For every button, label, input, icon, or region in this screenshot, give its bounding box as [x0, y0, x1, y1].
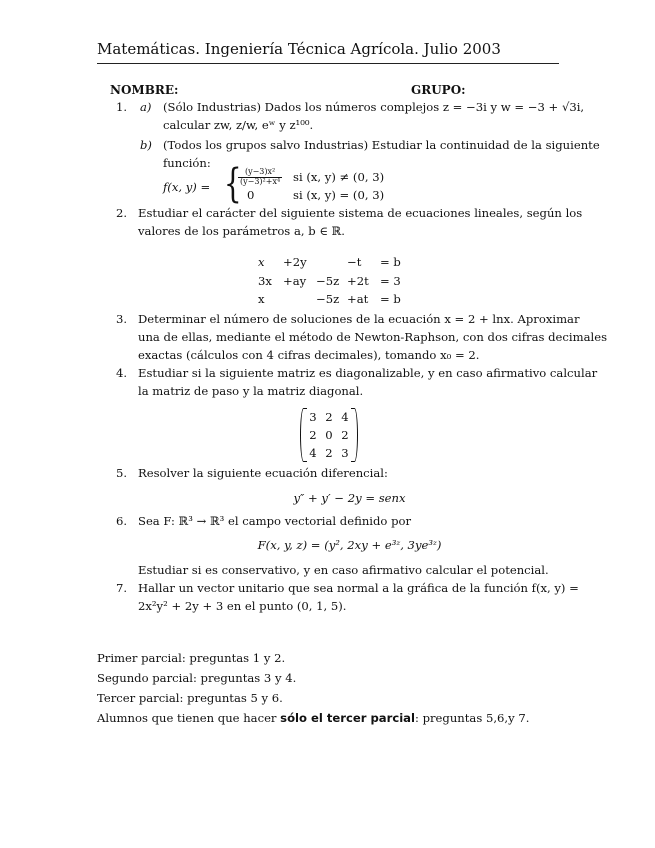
page-title: Matemáticas. Ingeniería Técnica Agrícola. Julio 2003 [97, 40, 559, 64]
matrix-cell: 2 [341, 428, 349, 442]
subpart-label: b) [140, 138, 152, 152]
problem-text: (Todos los grupos salvo Industrias) Estudiar la continuidad de la siguiente [163, 138, 600, 152]
matrix-cell: 3 [309, 410, 317, 424]
footer-line: Tercer parcial: preguntas 5 y 6. [97, 691, 283, 705]
function-value: 0 [247, 188, 255, 202]
matrix-cell: 4 [309, 446, 317, 460]
system-term: +2y [283, 255, 307, 269]
system-term: −t [347, 255, 362, 269]
fraction [238, 168, 282, 187]
problem-number: 5. [116, 466, 128, 480]
problem-text: Determinar el número de soluciones de la ecuación x = 2 + lnx. Aproximar [138, 312, 580, 326]
problem-number: 2. [116, 206, 128, 220]
matrix-cell: 2 [325, 410, 333, 424]
problem-text: Hallar un vector unitario que sea normal a la gráfica de la función f(x, y) = [138, 581, 579, 595]
problem-text: 2x²y² + 2y + 3 en el punto (0, 1, 5). [138, 599, 347, 613]
display-equation: F(x, y, z) = (y², 2xy + e³ᶻ, 3ye³ᶻ) [257, 538, 442, 552]
problem-text: calcular zw, z/w, eʷ y z¹⁰⁰. [163, 118, 314, 132]
problem-text: una de ellas, mediante el método de Newton-Raphson, con dos cifras decimales [138, 330, 608, 344]
system-term: x [258, 292, 265, 306]
problem-number: 1. [116, 100, 128, 114]
condition-text: si (x, y) ≠ (0, 3) [293, 170, 385, 184]
system-term: −5z [316, 292, 340, 306]
problem-number: 4. [116, 366, 128, 380]
function-lhs: f(x, y) = [163, 180, 211, 194]
matrix [300, 408, 358, 462]
matrix-cell: 3 [341, 446, 349, 460]
matrix-cell: 0 [325, 428, 333, 442]
system-term: = 3 [380, 274, 401, 288]
system-term: +at [347, 292, 369, 306]
fraction-denominator: (y−3)²+x⁴ [240, 176, 281, 186]
system-term: = b [380, 292, 401, 306]
problem-number: 6. [116, 514, 128, 528]
problem-text: valores de los parámetros a, b ∈ ℝ. [138, 224, 345, 238]
problem-text: la matriz de paso y la matriz diagonal. [138, 384, 364, 398]
footer-line: Primer parcial: preguntas 1 y 2. [97, 651, 286, 665]
display-equation: y″ + y′ − 2y = senx [293, 491, 406, 505]
problem-text: Estudiar el carácter del siguiente sistema de ecuaciones lineales, según los [138, 206, 583, 220]
system-term: +2t [347, 274, 369, 288]
student-labels [110, 83, 470, 99]
matrix-cell: 2 [325, 446, 333, 460]
system-term: −5z [316, 274, 340, 288]
condition-text: si (x, y) = (0, 3) [293, 188, 385, 202]
problem-text: Sea F: ℝ³ → ℝ³ el campo vectorial definido por [138, 514, 412, 528]
problem-text: Resolver la siguiente ecuación diferencial: [138, 466, 388, 480]
problem-number: 3. [116, 312, 128, 326]
left-brace: { [223, 161, 242, 207]
nombre-label: NOMBRE: [110, 83, 179, 97]
system-term: x [258, 255, 265, 269]
system-term: 3x [258, 274, 272, 288]
grupo-label: GRUPO: [411, 83, 466, 97]
system-term: +ay [283, 274, 307, 288]
matrix-right-paren [351, 408, 358, 462]
footer-line: Segundo parcial: preguntas 3 y 4. [97, 671, 297, 685]
problem-text: Estudiar si la siguiente matriz es diagonalizable, y en caso afirmativo calcular [138, 366, 598, 380]
matrix-cell: 2 [309, 428, 317, 442]
footer-text: : preguntas 5,6,y 7. [414, 711, 530, 725]
footer-line [97, 708, 529, 728]
matrix-cell: 4 [341, 410, 349, 424]
fraction-numerator: (y−3)x² [238, 168, 282, 178]
footer-bold-text: sólo el tercer parcial [280, 711, 415, 725]
system-term: = b [380, 255, 401, 269]
problem-text: Estudiar si es conservativo, y en caso afirmativo calcular el potencial. [138, 563, 549, 577]
footer-text: Alumnos que tienen que hacer [97, 711, 281, 725]
problem-text: función: [163, 156, 211, 170]
problem-text: (Sólo Industrias) Dados los números complejos z = −3i y w = −3 + √3i, [163, 100, 585, 114]
partial-exams-notes [97, 648, 529, 728]
problem-number: 7. [116, 581, 128, 595]
subpart-label: a) [140, 100, 152, 114]
problem-text: exactas (cálculos con 4 cifras decimales), tomando x₀ = 2. [138, 348, 480, 362]
